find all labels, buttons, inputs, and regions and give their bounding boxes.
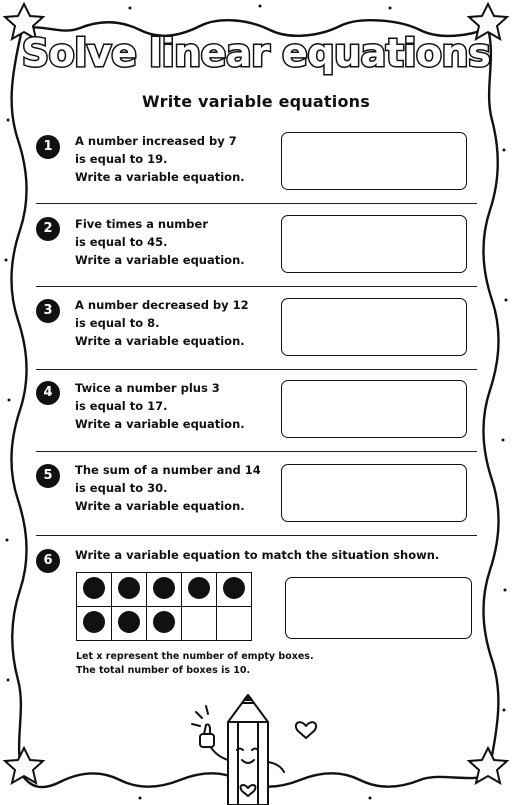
- answer-box[interactable]: [285, 577, 472, 639]
- question-number: 6: [36, 549, 60, 573]
- counter-dot: [153, 577, 175, 599]
- divider: [36, 369, 477, 370]
- question-number: 1: [36, 135, 60, 159]
- note-line: The total number of boxes is 10.: [76, 665, 251, 676]
- question-prompt: Write a variable equation to match the situation shown.: [75, 548, 440, 562]
- ten-frame-cell: [77, 607, 112, 641]
- answer-box[interactable]: [281, 298, 467, 356]
- ten-frame-cell: [182, 607, 217, 641]
- counter-dot: [83, 577, 105, 599]
- question-number: 4: [36, 381, 60, 405]
- question-text: Five times a number is equal to 45. Write a variable equation.: [75, 217, 245, 267]
- question-text: Twice a number plus 3 is equal to 17. Write a variable equation.: [75, 381, 245, 431]
- note-line: Let x represent the number of empty boxes.: [76, 651, 314, 662]
- ten-frame-cell: [217, 607, 252, 641]
- question-number: 2: [36, 217, 60, 241]
- question-number: 3: [36, 299, 60, 323]
- question-number: 5: [36, 464, 60, 488]
- counter-dot: [188, 577, 210, 599]
- ten-frame-cell: [147, 573, 182, 607]
- ten-frame-cell: [112, 607, 147, 641]
- ten-frame-cell: [77, 573, 112, 607]
- ten-frame-cell: [182, 573, 217, 607]
- divider: [36, 451, 477, 452]
- subtitle: Write variable equations: [142, 92, 370, 111]
- question-text: A number increased by 7 is equal to 19. Write a variable equation.: [75, 134, 245, 184]
- divider: [36, 286, 477, 287]
- ten-frame-cell: [217, 573, 252, 607]
- thumbs-up-icon: [210, 746, 228, 760]
- ten-frame-cell: [112, 573, 147, 607]
- counter-dot: [223, 577, 245, 599]
- answer-box[interactable]: [281, 215, 467, 273]
- counter-dot: [118, 611, 140, 633]
- page-title: [0, 18, 512, 88]
- answer-box[interactable]: [281, 380, 467, 438]
- heart-icon: [296, 722, 316, 738]
- question-text: The sum of a number and 14 is equal to 30. Write a variable equation.: [75, 463, 261, 513]
- answer-box[interactable]: [281, 464, 467, 522]
- answer-box[interactable]: [281, 132, 467, 190]
- page-title-text: Solve linear equations: [21, 31, 491, 75]
- divider: [36, 203, 477, 204]
- divider: [36, 535, 477, 536]
- pencil-mascot-icon: [188, 690, 338, 805]
- ten-frame: [76, 572, 252, 641]
- counter-dot: [153, 611, 175, 633]
- question-text: A number decreased by 12 is equal to 8. Write a variable equation.: [75, 298, 249, 348]
- ten-frame-cell: [147, 607, 182, 641]
- counter-dot: [118, 577, 140, 599]
- counter-dot: [83, 611, 105, 633]
